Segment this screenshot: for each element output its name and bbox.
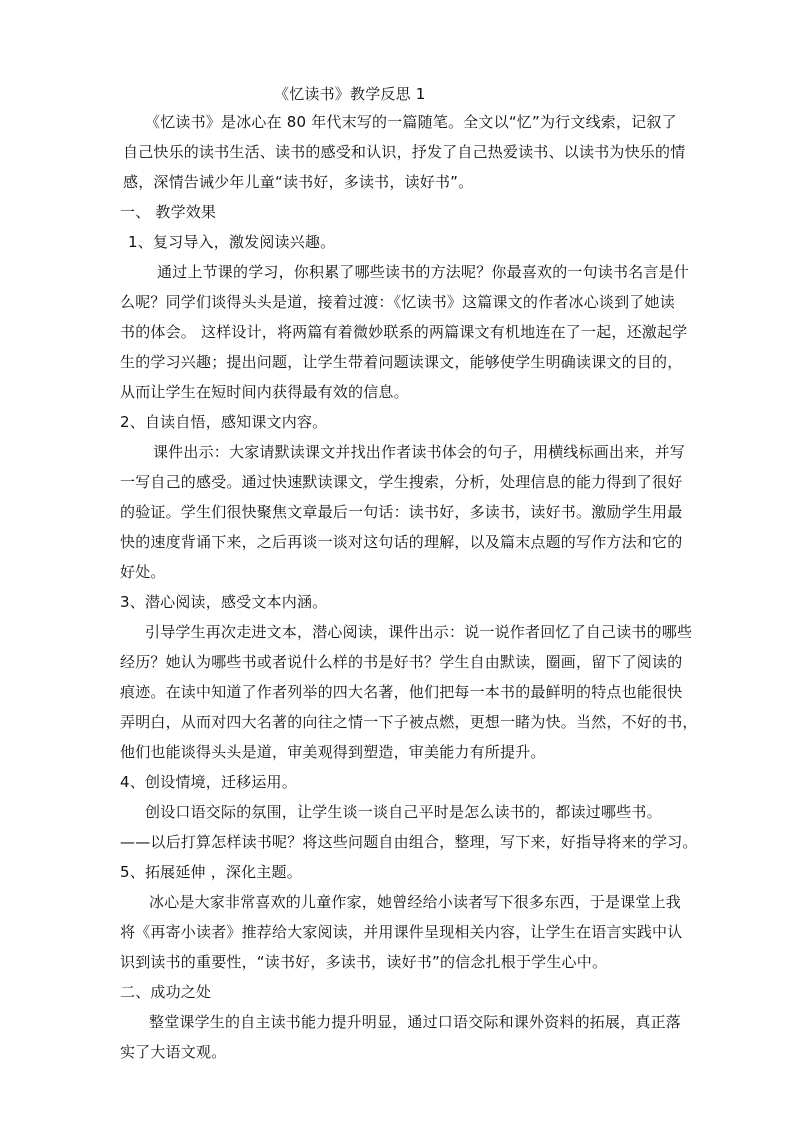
text-line: 好处。 (120, 563, 166, 581)
text-line: 弄明白，从而对四大名著的向往之情一下子被点燃，更想一睹为快。当然，不好的书， (120, 713, 698, 731)
text-line: ——以后打算怎样读书呢？将这些问题自由组合，整理，写下来，好指导将来的学习。 (120, 833, 698, 851)
text-line: 将《再寄小读者》推荐给大家阅读，并用课件呈现相关内容，让学生在语言实践中认 (120, 923, 683, 941)
subsection-heading: 5、拓展延伸 ，深化主题。 (120, 863, 302, 881)
text-line: 《忆读书》是冰心在 80 年代末写的一篇随笔。全文以“忆”为行文线索，记叙了 (145, 113, 677, 131)
subsection-heading: 1、复习导入，激发阅读兴趣。 (128, 233, 336, 251)
text-line: 冰心是大家非常喜欢的儿童作家，她曾经给小读者写下很多东西，于是课堂上我 (149, 893, 682, 911)
text-line: 课件出示：大家请默读课文并找出作者读书体会的句子，用横线标画出来，并写 (153, 443, 686, 461)
text-line: 书的体会。 这样设计，将两篇有着微妙联系的两篇课文有机地连在了一起，还激起学 (120, 323, 688, 341)
text-line: 感，深情告诫少年儿童“读书好，多读书，读好书”。 (123, 173, 474, 191)
text-line: 么呢？同学们谈得头头是道，接着过渡：《忆读书》这篇课文的作者冰心谈到了她读 (120, 293, 675, 311)
subsection-heading: 4、创设情境，迁移运用。 (120, 773, 297, 791)
text-line: 识到读书的重要性，“读书好，多读书，读好书”的信念扎根于学生心中。 (120, 953, 608, 971)
text-line: 生的学习兴趣；提出问题，让学生带着问题读课文，能够使学生明确读课文的目的， (120, 353, 683, 371)
text-line: 痕迹。在读中知道了作者列举的四大名著，他们把每一本书的最鲜明的特点也能很快 (120, 683, 683, 701)
text-line: 实了大语文观。 (120, 1043, 227, 1061)
section-heading: 二、成功之处 (120, 983, 212, 1001)
text-line: 通过上节课的学习，你积累了哪些读书的方法呢？你最喜欢的一句读书名言是什 (157, 263, 690, 281)
subsection-heading: 3、潜心阅读，感受文本内涵。 (120, 593, 328, 611)
text-line: 快的速度背诵下来，之后再谈一谈对这句话的理解，以及篇末点题的写作方法和它的 (120, 533, 683, 551)
text-line: 引导学生再次走进文本，潜心阅读，课件出示：说一说作者回忆了自己读书的哪些 (145, 623, 693, 641)
text-line: 整堂课学生的自主读书能力提升明显，通过口语交际和课外资料的拓展，真正落 (149, 1013, 682, 1031)
text-line: 从而让学生在短时间内获得最有效的信息。 (120, 383, 409, 401)
text-line: 自己快乐的读书生活、读书的感受和认识，抒发了自己热爱读书、以读书为快乐的情 (123, 143, 686, 161)
subsection-heading: 2、自读自悟，感知课文内容。 (120, 413, 328, 431)
text-line: 他们也能谈得头头是道，审美观得到塑造，审美能力有所提升。 (120, 743, 546, 761)
section-heading: 一、 教学效果 (120, 203, 217, 221)
document-title: 《忆读书》教学反思 1 (274, 85, 426, 103)
text-line: 创设口语交际的氛围，让学生谈一谈自己平时是怎么读书的，都读过哪些书。 (145, 803, 662, 821)
text-line: 经历？她认为哪些书或者说什么样的书是好书？学生自由默读，圈画，留下了阅读的 (120, 653, 683, 671)
text-line: 一写自己的感受。通过快速默读课文，学生搜索，分析，处理信息的能力得到了很好 (120, 473, 683, 491)
text-line: 的验证。学生们很快聚焦文章最后一句话：读书好，多读书，读好书。激励学生用最 (120, 503, 683, 521)
